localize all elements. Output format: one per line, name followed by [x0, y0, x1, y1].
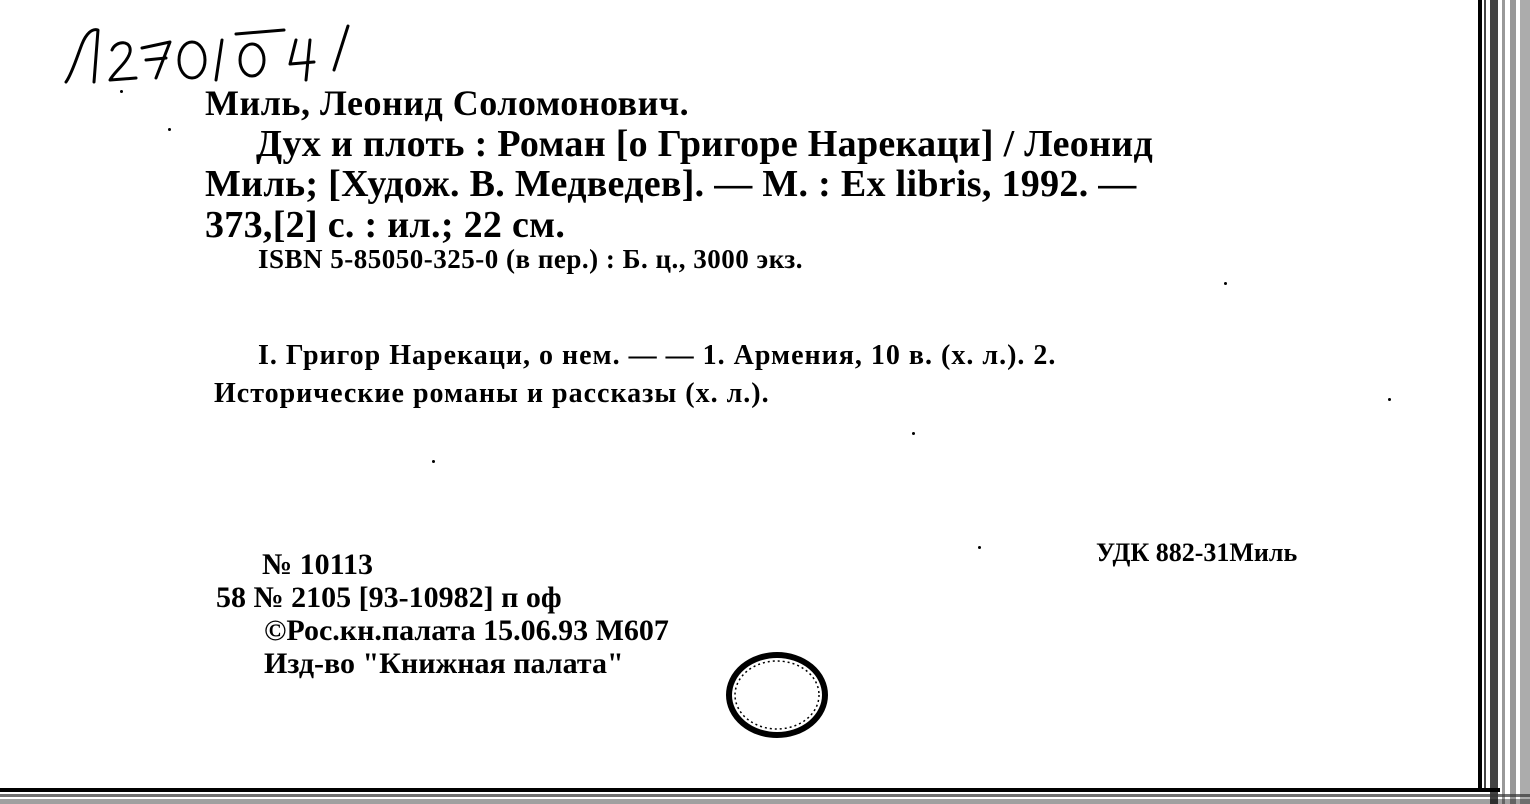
- scan-speck: [978, 546, 981, 549]
- copyright-line: ©Рос.кн.палата 15.06.93 М607: [264, 614, 669, 647]
- scan-speck: [432, 460, 435, 463]
- isbn-line: ISBN 5-85050-325-0 (в пер.) : Б. ц., 3000 экз.: [258, 244, 803, 274]
- subject-line-2: Исторические романы и рассказы (х. л.).: [214, 378, 770, 409]
- card-bottom-edge: [0, 778, 1530, 804]
- scan-speck: [1224, 282, 1227, 285]
- record-number: 58 № 2105 [93-10982] п оф: [216, 581, 562, 614]
- title-line-1: Дух и плоть : Роман [о Григоре Нарекаци] / Леонид: [256, 123, 1154, 165]
- author-heading: Миль, Леонид Соломонович.: [205, 83, 690, 123]
- scan-speck: [168, 128, 171, 131]
- subject-line-1: I. Григор Нарекаци, о нем. — — 1. Армения, 10 в. (х. л.). 2.: [258, 340, 1057, 371]
- card-right-edge: [1474, 0, 1530, 804]
- punch-hole: [722, 650, 832, 740]
- card-number: № 10113: [262, 548, 373, 581]
- title-line-3: 373,[2] с. : ил.; 22 см.: [205, 204, 566, 246]
- scan-speck: [120, 90, 123, 93]
- title-line-2: Миль; [Худож. В. Медведев]. — М. : Ex libris, 1992. —: [205, 163, 1137, 205]
- scan-speck: [1388, 398, 1391, 401]
- scan-speck: [912, 432, 915, 435]
- udk-code: УДК 882-31Миль: [1096, 538, 1298, 567]
- publisher-line: Изд-во "Книжная палата": [264, 647, 624, 680]
